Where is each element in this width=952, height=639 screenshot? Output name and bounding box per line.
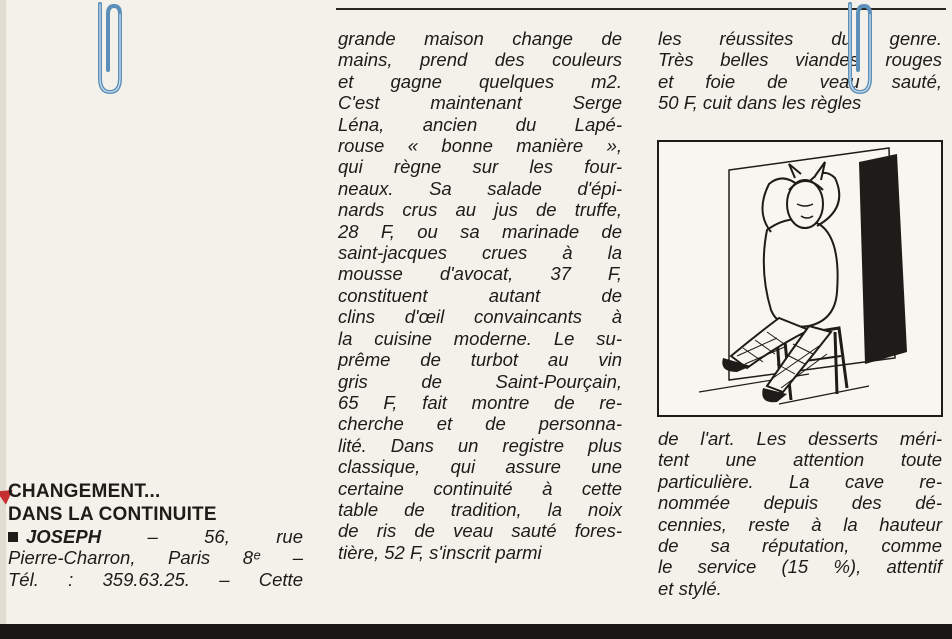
middle-column-line: nards crus au jus de truffe, — [338, 199, 622, 221]
middle-column-line: qui règne sur les four- — [338, 156, 622, 178]
right-column-top-line: 50 F, cuit dans les règles — [658, 92, 862, 114]
right-column-top-line: les réussites du genre. — [658, 28, 942, 49]
middle-column-line: mousse d'avocat, 37 F, — [338, 263, 622, 285]
middle-column-line: cherche et de personna- — [338, 413, 622, 435]
middle-column-line: clins d'œil convaincants à — [338, 306, 622, 328]
bullet-square-icon — [8, 532, 18, 542]
phone-line: Tél. : 359.63.25. – Cette — [8, 568, 303, 590]
middle-column-line: table de tradition, la noix — [338, 498, 622, 520]
middle-column-line: grande maison change de — [338, 28, 622, 49]
middle-column-line: et gagne quelques m2. — [338, 70, 622, 92]
chef-sitting-on-chair-drawing — [659, 142, 941, 415]
middle-column-line: saint-jacques crues à la — [338, 242, 622, 264]
middle-column-line: de ris de veau sauté fores- — [338, 520, 622, 542]
middle-column-line: classique, qui assure une — [338, 456, 622, 478]
address-line: Pierre-Charron, Paris 8ᵉ – — [8, 547, 303, 569]
middle-column-line: constituent autant de — [338, 284, 622, 306]
right-column-bottom-line: et stylé. — [658, 577, 722, 599]
middle-column-line: Léna, ancien du Lapé- — [338, 113, 622, 135]
paper-clip-icon — [88, 0, 128, 100]
address-start: – 56, rue — [101, 526, 303, 547]
right-column-top-line: et foie de veau sauté, — [658, 70, 942, 92]
section-heading-line-1: CHANGEMENT... — [8, 481, 161, 502]
page-bottom-edge — [0, 624, 952, 639]
section-heading-line-2: DANS LA CONTINUITE — [8, 504, 217, 525]
middle-column-line: prême de turbot au vin — [338, 349, 622, 371]
paper-clip-icon — [838, 0, 878, 100]
chef-illustration — [657, 140, 943, 417]
middle-column-line: la cuisine moderne. Le su- — [338, 327, 622, 349]
right-column-bottom-line: le service (15 %), attentif — [658, 556, 942, 578]
middle-column-line: mains, prend des couleurs — [338, 49, 622, 71]
middle-column-line: gris de Saint-Pourçain, — [338, 370, 622, 392]
middle-column-line: lité. Dans un registre plus — [338, 434, 622, 456]
right-column-bottom-line: particulière. La cave re- — [658, 470, 942, 492]
right-column-bottom-line: cennies, reste à la hauteur — [658, 513, 942, 535]
right-column-bottom-line: de sa réputation, comme — [658, 535, 942, 557]
right-column-bottom-line: tent une attention toute — [658, 449, 942, 471]
right-column-bottom-line: de l'art. Les desserts méri- — [658, 428, 942, 449]
middle-column — [338, 28, 622, 563]
right-column-top — [658, 28, 942, 114]
right-column-bottom — [658, 428, 942, 599]
restaurant-entry-line — [8, 526, 303, 547]
page-left-edge — [0, 0, 6, 624]
middle-column-line: C'est maintenant Serge — [338, 92, 622, 114]
restaurant-name: JOSEPH — [26, 526, 102, 547]
middle-column-line: rouse « bonne manière », — [338, 135, 622, 157]
middle-column-line: certaine continuité à cette — [338, 477, 622, 499]
middle-column-line: neaux. Sa salade d'épi- — [338, 177, 622, 199]
left-column — [8, 480, 303, 590]
middle-column-line: tière, 52 F, s'inscrit parmi — [338, 541, 542, 563]
middle-column-line: 65 F, fait montre de re- — [338, 391, 622, 413]
right-column-bottom-line: nommée depuis des dé- — [658, 492, 942, 514]
right-column-top-line: Très belles viandes rouges — [658, 49, 942, 71]
middle-column-line: 28 F, ou sa marinade de — [338, 220, 622, 242]
